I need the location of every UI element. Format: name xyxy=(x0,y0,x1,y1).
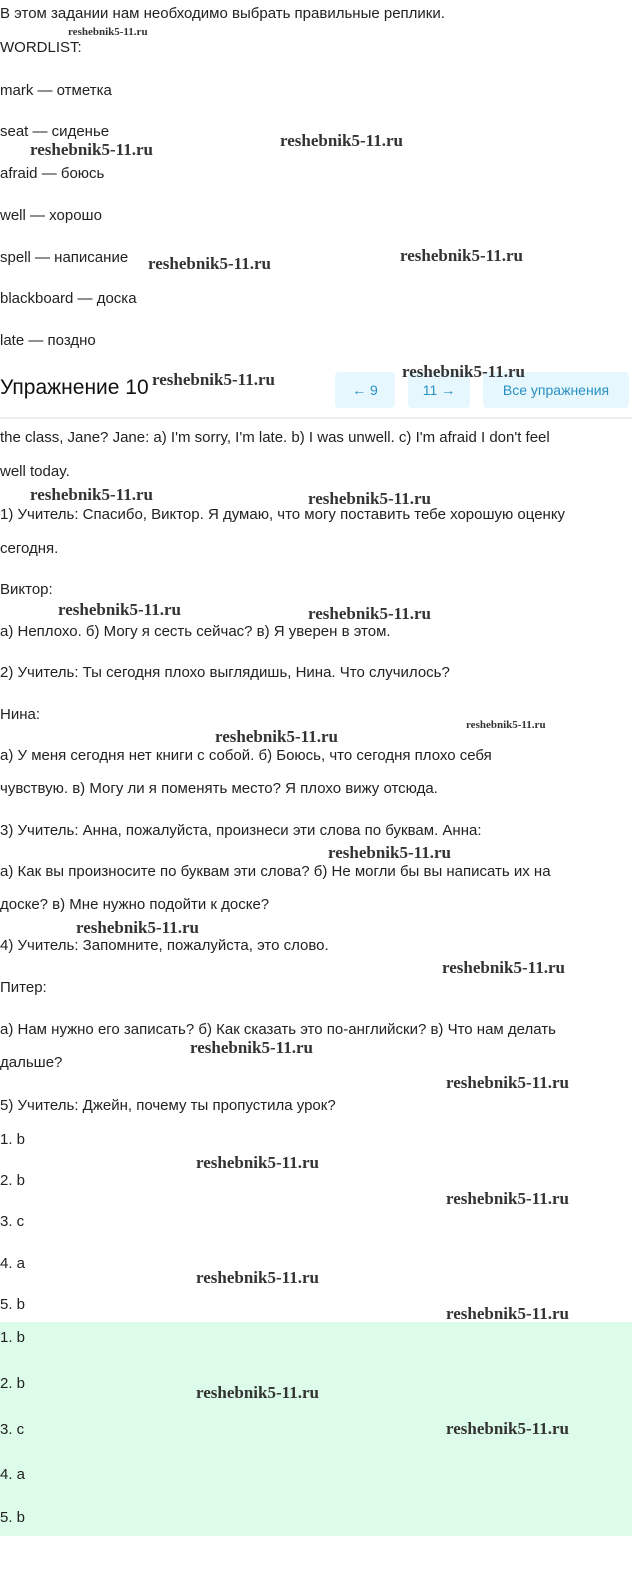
answer-highlighted: 5. b xyxy=(0,1509,26,1526)
watermark: reshebnik5-11.ru xyxy=(68,26,148,38)
text-line: the class, Jane? Jane: a) I'm sorry, I'm late. b) I was unwell. c) I'm afraid I don't feel xyxy=(0,429,550,446)
watermark: reshebnik5-11.ru xyxy=(58,600,181,619)
wordlist-label: WORDLIST: xyxy=(0,39,82,56)
text-line: Виктор: xyxy=(0,581,53,598)
answer-item: 2. b xyxy=(0,1172,26,1189)
watermark: reshebnik5-11.ru xyxy=(280,131,403,150)
text-line: сегодня. xyxy=(0,540,59,557)
word-item: well — хорошо xyxy=(0,207,102,224)
text-line: а) У меня сегодня нет книги с собой. б) Боюсь, что сегодня плохо себя xyxy=(0,747,492,764)
watermark: reshebnik5-11.ru xyxy=(196,1383,319,1402)
answer-item: 1. b xyxy=(0,1131,26,1148)
page-title: Упражнение 10 xyxy=(0,376,149,399)
text-line: 1) Учитель: Спасибо, Виктор. Я думаю, что могу поставить тебе хорошую оценку xyxy=(0,506,566,523)
word-item: spell — написание xyxy=(0,249,129,266)
answer-highlighted: 2. b xyxy=(0,1375,26,1392)
watermark: reshebnik5-11.ru xyxy=(196,1153,319,1172)
watermark: reshebnik5-11.ru xyxy=(215,727,338,746)
watermark: reshebnik5-11.ru xyxy=(400,246,523,265)
watermark: reshebnik5-11.ru xyxy=(442,958,565,977)
text-line: доске? в) Мне нужно подойти к доске? xyxy=(0,896,270,913)
answer-item: 4. a xyxy=(0,1255,26,1272)
answer-item: 5. b xyxy=(0,1296,26,1313)
text-line: Питер: xyxy=(0,979,47,996)
prev-exercise-button[interactable]: ← 9 xyxy=(335,372,395,408)
watermark: reshebnik5-11.ru xyxy=(446,1419,569,1438)
text-line: 2) Учитель: Ты сегодня плохо выглядишь, Нина. Что случилось? xyxy=(0,664,450,681)
text-line: а) Нам нужно его записать? б) Как сказать это по-английски? в) Что нам делать xyxy=(0,1021,556,1038)
next-exercise-button[interactable]: 11 → xyxy=(408,372,470,408)
watermark: reshebnik5-11.ru xyxy=(402,362,525,381)
watermark: reshebnik5-11.ru xyxy=(196,1268,319,1287)
text-line: чувствую. в) Могу ли я поменять место? Я плохо вижу отсюда. xyxy=(0,780,438,797)
watermark: reshebnik5-11.ru xyxy=(308,604,431,623)
answer-highlighted: 1. b xyxy=(0,1329,26,1346)
all-exercises-button[interactable]: Все упражнения xyxy=(483,372,629,408)
intro-text: В этом задании нам необходимо выбрать правильные реплики. xyxy=(0,5,445,22)
word-item: afraid — боюсь xyxy=(0,165,105,182)
text-line: 4) Учитель: Запомните, пожалуйста, это слово. xyxy=(0,937,329,954)
watermark: reshebnik5-11.ru xyxy=(76,918,199,937)
word-item: seat — сиденье xyxy=(0,123,110,140)
word-item: late — поздно xyxy=(0,332,96,349)
text-line: 3) Учитель: Анна, пожалуйста, произнеси эти слова по буквам. Анна: xyxy=(0,822,482,839)
text-line: 5) Учитель: Джейн, почему ты пропустила урок? xyxy=(0,1097,336,1114)
watermark: reshebnik5-11.ru xyxy=(190,1038,313,1057)
text-line: Нина: xyxy=(0,706,41,723)
watermark: reshebnik5-11.ru xyxy=(308,489,431,508)
watermark: reshebnik5-11.ru xyxy=(466,719,546,731)
word-item: mark — отметка xyxy=(0,82,112,99)
text-line: дальше? xyxy=(0,1054,63,1071)
watermark: reshebnik5-11.ru xyxy=(446,1189,569,1208)
answer-item: 3. c xyxy=(0,1213,25,1230)
text-line: well today. xyxy=(0,463,70,480)
watermark: reshebnik5-11.ru xyxy=(30,485,153,504)
watermark: reshebnik5-11.ru xyxy=(328,843,451,862)
watermark: reshebnik5-11.ru xyxy=(152,370,275,389)
watermark: reshebnik5-11.ru xyxy=(446,1073,569,1092)
answer-highlighted: 4. a xyxy=(0,1466,26,1483)
text-line: а) Как вы произносите по буквам эти слова? б) Не могли бы вы написать их на xyxy=(0,863,551,880)
divider xyxy=(0,417,632,419)
watermark: reshebnik5-11.ru xyxy=(148,254,271,273)
word-item: blackboard — доска xyxy=(0,290,137,307)
text-line: а) Неплохо. б) Могу я сесть сейчас? в) Я уверен в этом. xyxy=(0,623,391,640)
answer-highlighted: 3. c xyxy=(0,1421,25,1438)
watermark: reshebnik5-11.ru xyxy=(30,140,153,159)
watermark: reshebnik5-11.ru xyxy=(446,1304,569,1323)
